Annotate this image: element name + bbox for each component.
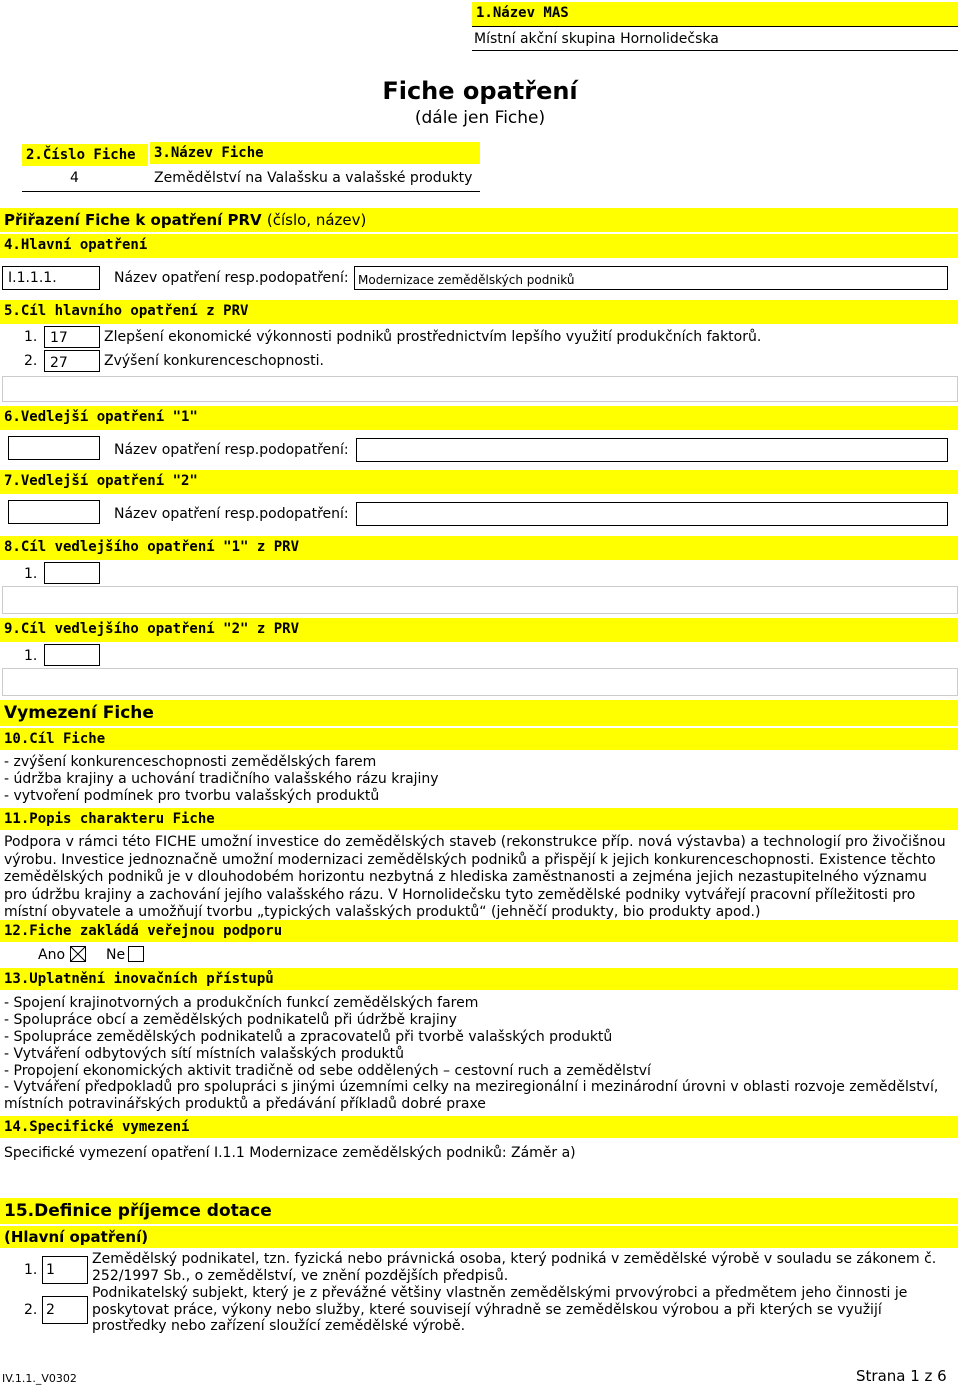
side-goal-2-code-box [44, 644, 100, 666]
main-goal-text: Zlepšení ekonomické výkonnosti podniků prostřednictvím lepšího využití produkčních faktorů. [104, 329, 762, 345]
fiche-goal-line: - údržba krajiny a uchování tradičního valašského rázu krajiny [4, 771, 439, 787]
main-goal-label: 5.Cíl hlavního opatření z PRV [0, 300, 958, 324]
page-title: Fiche opatření [382, 77, 578, 105]
side-measure-1-name-box [356, 438, 948, 462]
definition-heading: Vymezení Fiche [0, 700, 958, 726]
main-goal-code: 27 [50, 355, 68, 371]
empty-row-box [2, 376, 958, 402]
innovation-line: - Propojení ekonomických aktivit tradičně od sebe oddělených – cestovní ruch a zemědělství [4, 1063, 651, 1079]
public-support-no-checkbox[interactable] [128, 946, 144, 962]
assignment-heading [0, 208, 958, 232]
divider [22, 191, 480, 192]
mas-label: 1.Název MAS [472, 2, 958, 26]
side-goal-1-code-box [44, 562, 100, 584]
divider [472, 26, 958, 27]
divider [472, 50, 958, 51]
recipient-heading: 15.Definice příjemce dotace [0, 1198, 958, 1224]
side-measure-2-name-label: Název opatření resp.podopatření: [114, 506, 349, 522]
recipient-code: 2 [46, 1302, 55, 1318]
fiche-number-value: 4 [70, 170, 79, 186]
recipient-code: 1 [46, 1262, 55, 1278]
main-measure-name: Modernizace zemědělských podniků [358, 273, 575, 287]
side-measure-2-name-box [356, 502, 948, 526]
fiche-goal-label: 10.Cíl Fiche [0, 728, 958, 750]
innovation-line: - Spolupráce zemědělských podnikatelů a zpracovatelů při tvorbě valašských produktů [4, 1029, 613, 1045]
fiche-description-label: 11.Popis charakteru Fiche [0, 808, 958, 830]
innovation-line: - Spojení krajinotvorných a produkčních funkcí zemědělských farem [4, 995, 479, 1011]
recipient-n: 2. [24, 1302, 38, 1318]
innovation-label: 13.Uplatnění inovačních přístupů [0, 968, 958, 990]
public-support-label: 12.Fiche zakládá veřejnou podporu [0, 920, 958, 942]
recipient-text: Podnikatelský subjekt, který je z převážné většiny vlastněn zemědělskými prvovýrobci a předmětem jeho činnosti je poskytovat práce, výkony nebo služby, které souvisejí výhradně se zemědělskou výrobou a při kterých se využijí prostředky nebo zařízení sloužící zemědělské výrobě. [92, 1285, 908, 1334]
main-measure-code: I.1.1.1. [8, 270, 57, 286]
public-support-yes-checkbox[interactable] [70, 946, 86, 962]
checked-cross-icon [71, 947, 85, 961]
assignment-heading-normal: (číslo, název) [266, 211, 367, 229]
specific-label: 14.Specifické vymezení [0, 1116, 958, 1138]
main-goal-n: 1. [24, 329, 38, 345]
recipient-n: 1. [24, 1262, 38, 1278]
side-measure-1-name-label: Název opatření resp.podopatření: [114, 442, 349, 458]
public-support-no-label: Ne [106, 947, 126, 963]
fiche-name-label: 3.Název Fiche [150, 142, 480, 164]
innovation-line: - Spolupráce obcí a zemědělských podnikatelů při údržbě krajiny [4, 1012, 457, 1028]
page-subtitle: (dále jen Fiche) [414, 108, 546, 128]
side-goal-2-n: 1. [24, 648, 38, 664]
public-support-yes-label: Ano [38, 947, 66, 963]
side-measure-1-label: 6.Vedlejší opatření "1" [0, 406, 958, 430]
innovation-line: - Vytváření předpokladů pro spolupráci s jinými územními celky na meziregionální i mezinárodní úrovni v oblasti rozvoje zemědělství, místních potravinářských produktů a předávání příkladů dobré praxe [4, 1079, 939, 1112]
fiche-description: Podpora v rámci této FICHE umožní investice do zemědělských staveb (rekonstrukce příp. nová výstavba) a technologií pro živočišnou výrobu. Investice jednoznačně umožní modernizaci zemědělských podniků a přispějí k jejich konkurenceschopnosti. Existence těchto zemědělských podniků je v dlouhodobém horizontu nezbytná z hlediska zaměstnanosti a zejména jejich nezastupitelného významu pro údržbu krajiny a zachování jejího valašského rázu. V Hornolidečsku tyto zemědělské podniky vytvářejí pracovní příležitosti pro místní obyvatele a umožňují tvorbu „typických valašských produktů“ (jehněčí produkty, bio produkty apod.) [4, 834, 946, 920]
side-measure-1-code-box [8, 436, 100, 460]
fiche-name-value: Zemědělství na Valašsku a valašské produkty [154, 170, 473, 186]
recipient-subheading: (Hlavní opatření) [0, 1226, 958, 1248]
innovation-line: - Vytváření odbytových sítí místních valašských produktů [4, 1046, 404, 1062]
side-goal-1-n: 1. [24, 566, 38, 582]
main-goal-text: Zvýšení konkurenceschopnosti. [104, 353, 325, 369]
main-goal-code: 17 [50, 330, 68, 346]
main-goal-n: 2. [24, 353, 38, 369]
empty-row-box [2, 668, 958, 696]
specific-text: Specifické vymezení opatření I.1.1 Modernizace zemědělských podniků: Záměr a) [4, 1145, 576, 1161]
mas-value: Místní akční skupina Hornolidečska [474, 31, 719, 47]
side-goal-1-label: 8.Cíl vedlejšího opatření "1" z PRV [0, 536, 958, 560]
main-measure-label: 4.Hlavní opatření [0, 234, 958, 258]
fiche-goal-line: - zvýšení konkurenceschopnosti zemědělských farem [4, 754, 377, 770]
fiche-goal-line: - vytvoření podmínek pro tvorbu valašských produktů [4, 788, 380, 804]
side-goal-2-label: 9.Cíl vedlejšího opatření "2" z PRV [0, 618, 958, 642]
fiche-number-label: 2.Číslo Fiche [22, 144, 148, 166]
side-measure-2-code-box [8, 500, 100, 524]
main-measure-name-label: Název opatření resp.podopatření: [114, 270, 349, 286]
side-measure-2-label: 7.Vedlejší opatření "2" [0, 470, 958, 494]
empty-row-box [2, 586, 958, 614]
recipient-text: Zemědělský podnikatel, tzn. fyzická nebo právnická osoba, který podniká v zemědělské výrobě v souladu se zákonem č. 252/1997 Sb., o zemědělství, ve znění pozdějších předpisů. [92, 1251, 937, 1284]
footer-page: Strana 1 z 6 [856, 1367, 947, 1385]
assignment-heading-bold: Přiřazení Fiche k opatření PRV [4, 211, 262, 229]
footer-code: IV.1.1._V0302 [2, 1372, 77, 1385]
